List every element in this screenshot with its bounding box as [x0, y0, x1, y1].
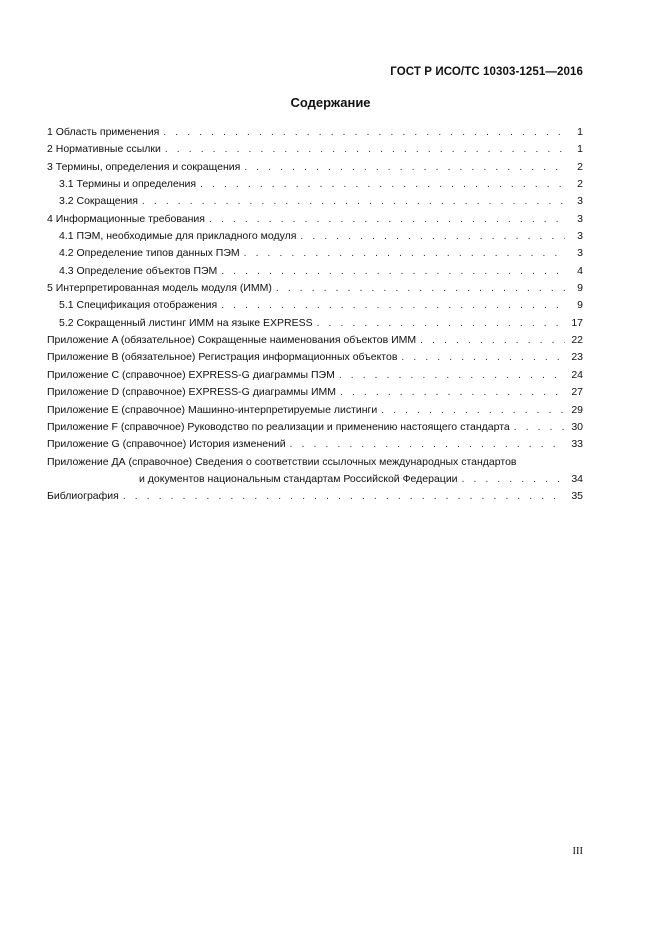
- toc-entry-label: Приложение C (справочное) EXPRESS-G диаграммы ПЭМ: [47, 368, 335, 381]
- toc-entry[interactable]: [47, 421, 583, 438]
- toc-page-number: 9: [577, 299, 583, 312]
- toc-entry[interactable]: [47, 265, 583, 282]
- toc-page-number: 4: [577, 264, 583, 277]
- toc-page-number: 24: [571, 368, 583, 381]
- toc-page-number: 17: [571, 316, 583, 329]
- toc-page-number: 9: [577, 282, 583, 295]
- toc-page-number: 22: [571, 334, 583, 347]
- toc-entry[interactable]: [47, 230, 583, 247]
- toc-entry-annex-da[interactable]: [47, 456, 583, 490]
- toc-page-number: 3: [577, 212, 583, 225]
- page-title: Содержание: [290, 95, 371, 110]
- table-of-contents: [47, 126, 583, 507]
- toc-leader-dots: [317, 318, 565, 329]
- toc-entry[interactable]: [47, 247, 583, 264]
- toc-page-number: 1: [577, 126, 583, 138]
- toc-leader-dots: [209, 214, 565, 225]
- toc-page-number: 33: [571, 438, 583, 451]
- toc-entry-label: 5 Интерпретированная модель модуля (ИММ): [47, 282, 272, 295]
- page-number-roman: III: [572, 846, 583, 857]
- toc-leader-dots: [244, 162, 565, 173]
- toc-leader-dots: [221, 266, 565, 277]
- toc-leader-dots: [340, 387, 565, 398]
- document-code-header: ГОСТ Р ИСО/ТС 10303-1251—2016: [390, 66, 583, 78]
- toc-entry-label: Приложение B (обязательное) Регистрация информационных объектов: [47, 351, 398, 364]
- toc-entry-label: 4.1 ПЭМ, необходимые для прикладного модуля: [59, 230, 297, 243]
- toc-leader-dots: [290, 439, 565, 450]
- toc-entry[interactable]: [47, 195, 583, 212]
- toc-entry-label: 3 Термины, определения и сокращения: [47, 160, 241, 173]
- toc-entry[interactable]: [47, 317, 583, 334]
- toc-entry-label: 4 Информационные требования: [47, 212, 205, 225]
- toc-leader-dots: [142, 196, 565, 207]
- toc-leader-dots: [462, 474, 565, 485]
- toc-entry[interactable]: [47, 126, 583, 143]
- toc-entry-label: Приложение F (справочное) Руководство по реализации и применению настоящего стандарта: [47, 420, 510, 433]
- toc-list: [47, 126, 583, 456]
- toc-page-number: 1: [577, 143, 583, 156]
- toc-leader-dots: [200, 179, 565, 190]
- toc-entry[interactable]: [47, 299, 583, 316]
- toc-leader-dots: [276, 283, 565, 294]
- toc-entry-label: 4.2 Определение типов данных ПЭМ: [59, 247, 240, 260]
- toc-entry-label: Приложение G (справочное) История изменений: [47, 438, 286, 451]
- toc-page-number: 2: [577, 178, 583, 191]
- toc-leader-dots: [381, 405, 565, 416]
- toc-page-number: 29: [571, 403, 583, 416]
- toc-entry-label: Приложение ДА (справочное) Сведения о соответствии ссылочных международных стандартов: [47, 455, 517, 468]
- toc-entry-label: 3.1 Термины и определения: [59, 178, 197, 191]
- toc-entry-label-cont: и документов национальным стандартам Российской Федерации: [139, 472, 458, 485]
- toc-leader-dots: [420, 335, 565, 346]
- toc-entry-label: Приложение E (справочное) Машинно-интерпретируемые листинги: [47, 403, 378, 416]
- toc-page-number: 35: [571, 489, 583, 502]
- toc-entry[interactable]: [47, 161, 583, 178]
- toc-entry[interactable]: [47, 386, 583, 403]
- toc-entry[interactable]: [47, 334, 583, 351]
- toc-leader-dots: [221, 300, 565, 311]
- toc-leader-dots: [165, 144, 565, 155]
- toc-entry-label: Приложение A (обязательное) Сокращенные наименования объектов ИММ: [47, 334, 417, 347]
- toc-entry-label: 4.3 Определение объектов ПЭМ: [59, 264, 218, 277]
- toc-leader-dots: [514, 422, 565, 433]
- toc-entry-label: 3.2 Сокращения: [59, 195, 138, 208]
- toc-entry[interactable]: [47, 404, 583, 421]
- toc-entry[interactable]: [47, 143, 583, 160]
- toc-entry[interactable]: [47, 213, 583, 230]
- toc-page-number: 3: [577, 230, 583, 243]
- toc-entry-label: Библиография: [47, 489, 119, 502]
- toc-page-number: 34: [571, 472, 583, 485]
- toc-entry-label: 5.2 Сокращенный листинг ИММ на языке EXPRESS: [59, 316, 313, 329]
- toc-page-number: 3: [577, 195, 583, 208]
- toc-entry-label: 5.1 Спецификация отображения: [59, 299, 218, 312]
- toc-entry[interactable]: [47, 282, 583, 299]
- toc-page-number: 2: [577, 160, 583, 173]
- toc-entry-label: 2 Нормативные ссылки: [47, 143, 161, 156]
- toc-leader-dots: [300, 231, 565, 242]
- toc-page-number: 23: [571, 351, 583, 364]
- toc-page-number: 27: [571, 386, 583, 399]
- toc-entry[interactable]: [47, 438, 583, 455]
- toc-entry[interactable]: [47, 369, 583, 386]
- toc-entry-label: 1 Область применения: [47, 126, 160, 138]
- toc-entry[interactable]: [47, 351, 583, 368]
- toc-leader-dots: [123, 491, 565, 502]
- toc-leader-dots: [401, 352, 565, 363]
- toc-leader-dots: [244, 248, 565, 259]
- toc-page-number: 3: [577, 247, 583, 260]
- toc-entry-label: Приложение D (справочное) EXPRESS-G диаграммы ИММ: [47, 386, 337, 399]
- toc-leader-dots: [339, 370, 565, 381]
- toc-leader-dots: [163, 127, 565, 138]
- toc-entry-bibliography[interactable]: [47, 490, 583, 507]
- toc-entry[interactable]: [47, 178, 583, 195]
- toc-page-number: 30: [571, 420, 583, 433]
